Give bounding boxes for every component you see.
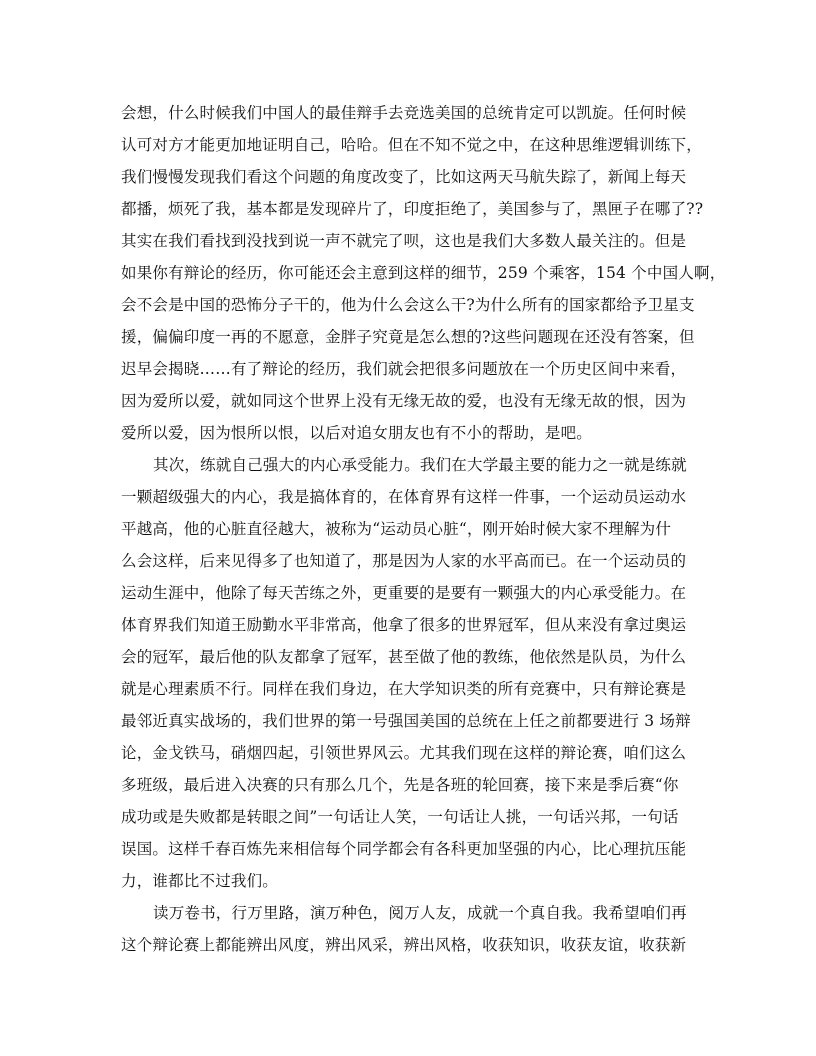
text-line: 援，偏偏印度一再的不愿意，金胖子究竟是怎么想的?这些问题现在还没有答案，但 xyxy=(121,328,695,346)
text-line: 运动生涯中，他除了每天苦练之外，更重要的是要有一颗强大的内心承受能力。在 xyxy=(121,584,687,602)
text-line: 认可对方才能更加地证明自己，哈哈。但在不知不觉之中，在这种思维逻辑训练下， xyxy=(121,136,702,154)
paragraph-first-line: 其次，练就自己强大的内心承受能力。我们在大学最主要的能力之一就是练就 xyxy=(153,456,687,474)
text-line: 多班级，最后进入决赛的只有那么几个，先是各班的轮回赛，接下来是季后赛“你 xyxy=(121,776,679,794)
text-line: 力，谁都比不过我们。 xyxy=(121,872,279,890)
text-line: 会不会是中国的恐怖分子干的，他为什么会这么干?为什么所有的国家都给予卫星支 xyxy=(121,296,695,314)
text-line: 这个辩论赛上都能辨出风度，辨出风采，辨出风格，收获知识，收获友谊，收获新 xyxy=(121,936,687,954)
text-line: 会的冠军，最后他的队友都拿了冠军，甚至做了他的教练，他依然是队员，为什么 xyxy=(121,648,687,666)
text-line: 会想，什么时候我们中国人的最佳辩手去竞选美国的总统肯定可以凯旋。任何时候 xyxy=(121,104,687,122)
document-body xyxy=(121,97,726,961)
text-line: 一颗超级强大的内心，我是搞体育的，在体育界有这样一件事，一个运动员运动水 xyxy=(121,488,687,506)
text-line: 论，金戈铁马，硝烟四起，引领世界风云。尤其我们现在这样的辩论赛，咱们这么 xyxy=(121,744,687,762)
paragraph-first-line: 读万卷书，行万里路，演万种色，阅万人友，成就一个真自我。我希望咱们再 xyxy=(153,904,687,922)
text-line: 误国。这样千春百炼先来相信每个同学都会有各科更加坚强的内心，比心理抗压能 xyxy=(121,840,687,858)
text-line: 因为爱所以爱，就如同这个世界上没有无缘无故的爱，也没有无缘无故的恨，因为 xyxy=(121,392,687,410)
text-line: 其实在我们看找到没找到说一声不就完了呗，这也是我们大多数人最关注的。但是 xyxy=(121,232,687,250)
text-line: 我们慢慢发现我们看这个问题的角度改变了，比如这两天马航失踪了，新闻上每天 xyxy=(121,168,687,186)
text-line: 成功或是失败都是转眼之间”一句话让人笑，一句话让人挑，一句话兴邦，一句话 xyxy=(121,808,679,826)
text-line: 迟早会揭晓……有了辩论的经历，我们就会把很多问题放在一个历史区间中来看， xyxy=(121,360,687,378)
text-line: 爱所以爱，因为恨所以恨，以后对追女朋友也有不小的帮助，是吧。 xyxy=(121,424,593,442)
text-line: 么会这样，后来见得多了也知道了，那是因为人家的水平高而已。在一个运动员的 xyxy=(121,552,687,570)
text-line: 如果你有辩论的经历，你可能还会主意到这样的细节，259 个乘客，154 个中国人啊， xyxy=(121,264,726,282)
text-line: 就是心理素质不行。同样在我们身边，在大学知识类的所有竞赛中，只有辩论赛是 xyxy=(121,680,687,698)
text-line: 最邻近真实战场的，我们世界的第一号强国美国的总统在上任之前都要进行 3 场辩 xyxy=(121,712,691,730)
text-line: 都播，烦死了我，基本都是发现碎片了，印度拒绝了，美国参与了，黑匣子在哪了?? xyxy=(121,200,704,218)
text-line: 体育界我们知道王励勤水平非常高，他拿了很多的世界冠军，但从来没有拿过奥运 xyxy=(121,616,687,634)
text-line: 平越高，他的心脏直径越大，被称为“运动员心脏“，刚开始时候大家不理解为什 xyxy=(121,520,672,538)
